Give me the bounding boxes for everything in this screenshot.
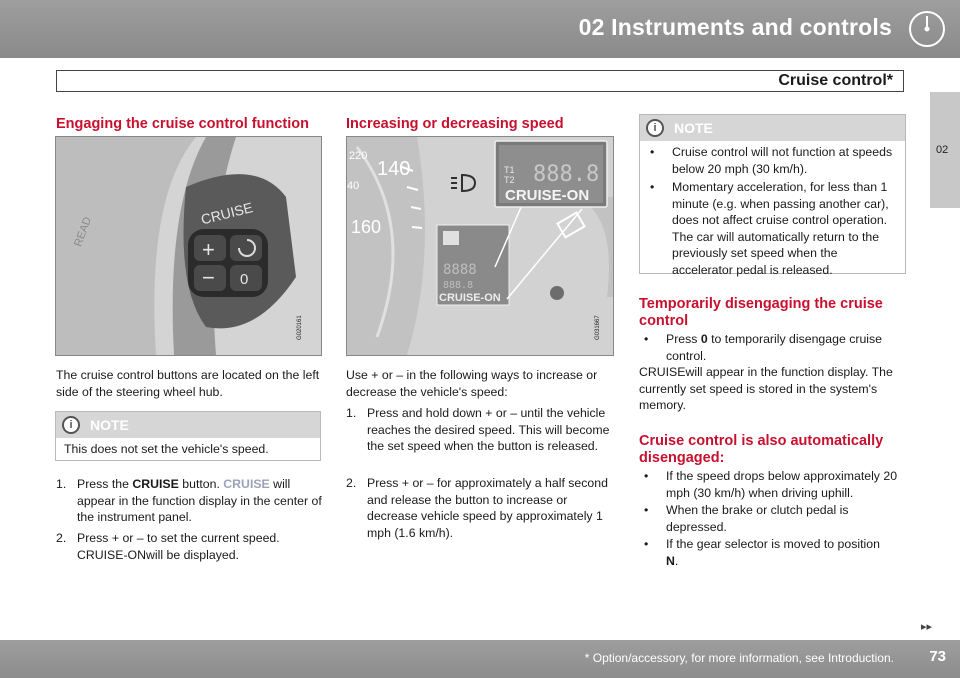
zero-label: 0 [240, 271, 249, 288]
speed-160-label: 160 [351, 217, 382, 237]
instrument-panel-figure [346, 136, 614, 356]
note-box-speed [55, 411, 321, 461]
page-number: 73 [929, 648, 946, 665]
list-item [346, 405, 618, 471]
chapter-tab-label: 02 [936, 144, 949, 156]
note-box-conditions [639, 114, 906, 277]
figure-code: G031667 [595, 315, 601, 340]
steering-wheel-figure [55, 136, 322, 356]
section-title: Cruise control* [778, 72, 893, 89]
large-cruise-on-label: CRUISE-ON [505, 187, 590, 204]
large-digits: 888.8 [533, 162, 600, 187]
heading-automatically: Cruise control is also automatically disengaged: [639, 433, 884, 466]
footnote: * Option/accessory, for more information, see Introduction. [584, 651, 894, 665]
chapter-title: 02 Instruments and controls [578, 14, 892, 40]
steering-wheel-illustration [56, 137, 321, 355]
note-text: This does not set the vehicle's speed. [64, 442, 269, 456]
paragraph-cruise: CRUISEwill appear in the function display. The currently set speed is stored in the system's memory. [639, 365, 893, 412]
list-text: Press + or – for approximately a half second and release the button to increase or decrease vehicle speed by approximately 1 mph (1.6 km/h). [367, 476, 608, 540]
list-item [56, 476, 322, 526]
info-icon: i [62, 416, 80, 434]
list-text: Press the CRUISE button. CRUISE will appear in the function display in the center of the instrument panel. [77, 477, 322, 524]
list-item [56, 530, 322, 564]
note-header [56, 412, 320, 438]
bullet-item: • If the speed drops below approximately 20 mph (30 km/h) when driving uphill. [644, 469, 898, 500]
list-number: 2. [346, 476, 357, 490]
speed-140-label: 140 [377, 158, 411, 180]
read-label: READ [72, 215, 95, 249]
heading-temporarily: Temporarily disengaging the cruise control [639, 296, 883, 329]
paragraph-use: Use + or – in the following ways to increase or decrease the vehicle's speed: [346, 368, 598, 399]
plus-label: + [202, 237, 215, 262]
list-number: 1. [56, 477, 67, 491]
paragraph-buttons: The cruise control buttons are located on the left side of the steering wheel hub. [56, 368, 320, 399]
speed-40-label: 40 [347, 180, 360, 192]
note-bullet: • Cruise control will not function at speeds below 20 mph (30 km/h). [650, 145, 893, 176]
list-item [346, 475, 618, 541]
speed-220-label: 220 [349, 150, 368, 162]
small-digits: 888.8 [443, 280, 474, 291]
section-bar [56, 70, 904, 92]
list-text: Press and hold down + or – until the vehicle reaches the desired speed. This will become the set speed when the button is released. [367, 406, 610, 453]
continue-arrows-icon: ▸▸ [921, 621, 933, 633]
list-number: 2. [56, 531, 67, 545]
list-text: Press + or – to set the current speed. CRUISE-ONwill be displayed. [77, 531, 280, 562]
svg-text:8888: 8888 [443, 262, 477, 278]
list-number: 1. [346, 406, 357, 420]
info-icon: i [646, 119, 664, 137]
note-title: NOTE [674, 120, 713, 136]
t1-label: T1 [504, 165, 515, 175]
note-title: NOTE [90, 417, 129, 433]
note-bullet: • Momentary acceleration, for less than 1 minute (e.g. when passing another car), does not affect cruise control operation. The car will automatically return to the previously set speed when the accelerator pedal is released. [650, 180, 889, 277]
instrument-panel-illustration [347, 137, 613, 355]
figure-code: G020161 [297, 315, 303, 340]
small-cruise-on-label: CRUISE-ON [439, 292, 501, 304]
t2-label: T2 [504, 175, 515, 185]
heading-increasing: Increasing or decreasing speed [346, 116, 564, 132]
cruise-label: CRUISE [199, 199, 255, 228]
gauge-icon [906, 8, 948, 50]
note-header [640, 115, 905, 141]
bullet-item: • When the brake or clutch pedal is depressed. [644, 503, 849, 534]
heading-engaging: Engaging the cruise control function [56, 116, 309, 132]
bullet-item: • Press 0 to temporarily disengage cruise control. [644, 332, 882, 363]
bullet-item: • If the gear selector is moved to position N. [644, 537, 880, 568]
minus-label: − [202, 265, 215, 290]
